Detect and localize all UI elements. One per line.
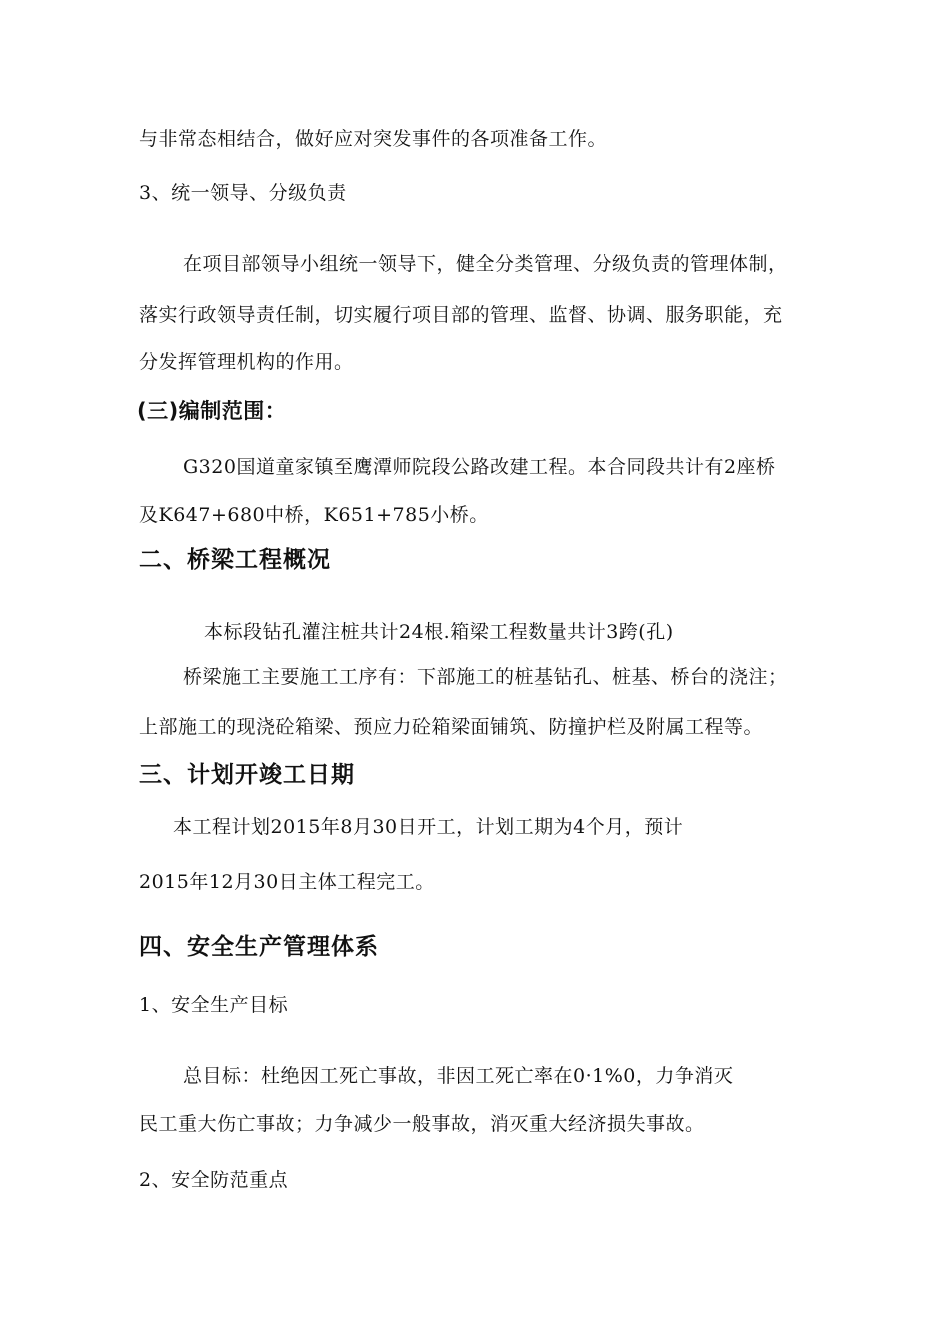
section-item-1-title: 1、安全生产目标 xyxy=(139,994,289,1016)
paragraph-line: 总目标：杜绝因工死亡事故，非因工死亡率在0·1%0，力争消灭 xyxy=(183,1065,734,1087)
paragraph-line: 桥梁施工主要施工工序有：下部施工的桩基钻孔、桩基、桥台的浇注； xyxy=(183,666,788,688)
section-item-2-title: 2、安全防范重点 xyxy=(139,1169,289,1191)
section-3-heading: (三)编制范围： xyxy=(137,399,287,423)
paragraph-line: 与非常态相结合，做好应对突发事件的各项准备工作。 xyxy=(139,128,608,150)
paragraph-line: 在项目部领导小组统一领导下，健全分类管理、分级负责的管理体制， xyxy=(183,253,788,275)
paragraph-line: 分发挥管理机构的作用。 xyxy=(139,351,354,373)
paragraph-line: 及K647+680中桥，K651+785小桥。 xyxy=(139,504,489,526)
chapter-4-heading: 四、安全生产管理体系 xyxy=(139,934,379,960)
paragraph-line: 本标段钻孔灌注桩共计24根.箱梁工程数量共计3跨(孔) xyxy=(204,621,674,643)
chapter-3-heading: 三、计划开竣工日期 xyxy=(139,762,355,788)
paragraph-line: 2015年12月30日主体工程完工。 xyxy=(139,871,435,893)
paragraph-line: 落实行政领导责任制，切实履行项目部的管理、监督、协调、服务职能，充 xyxy=(139,304,783,326)
paragraph-line: 本工程计划2015年8月30日开工，计划工期为4个月，预计 xyxy=(173,816,684,838)
paragraph-line: 上部施工的现浇砼箱梁、预应力砼箱梁面铺筑、防撞护栏及附属工程等。 xyxy=(139,716,764,738)
section-item-3-title: 3、统一领导、分级负责 xyxy=(139,182,347,204)
paragraph-line: 民工重大伤亡事故；力争减少一般事故，消灭重大经济损失事故。 xyxy=(139,1113,705,1135)
paragraph-line: G320国道童家镇至鹰潭师院段公路改建工程。本合同段共计有2座桥 xyxy=(183,456,776,478)
chapter-2-heading: 二、桥梁工程概况 xyxy=(139,547,331,573)
